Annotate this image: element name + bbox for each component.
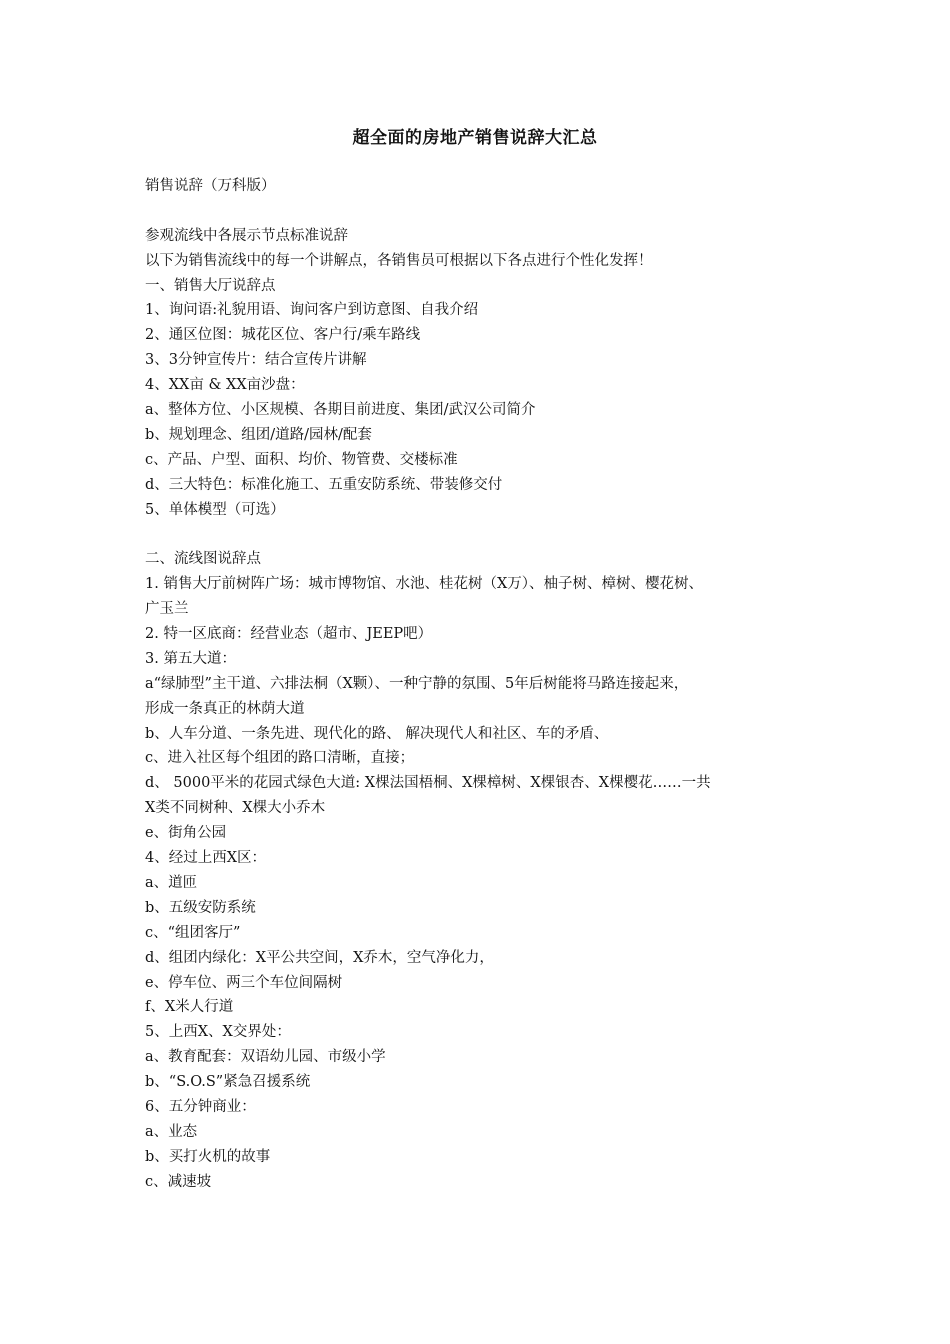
- text-line: e、街角公园: [145, 825, 227, 842]
- text-line: c、产品、户型、面积、均价、物管费、交楼标准: [145, 451, 458, 468]
- text-line: 3、3分钟宣传片：结合宣传片讲解: [145, 352, 367, 369]
- text-line: b、人车分道、一条先进、现代化的路、 解决现代人和社区、车的矛盾、: [145, 725, 609, 742]
- text-line: a、整体方位、小区规模、各期目前进度、集团/武汉公司简介: [145, 402, 536, 419]
- text-line: b、“S.O.S”紧急召援系统: [145, 1074, 311, 1091]
- text-line: 6、五分钟商业：: [145, 1098, 256, 1115]
- text-line: 参观流线中各展示节点标准说辞: [145, 227, 348, 244]
- text-line: d、组团内绿化：X平公共空间，X乔木，空气净化力，: [145, 949, 494, 966]
- text-line: 4、经过上西X区：: [145, 850, 267, 867]
- document-title: 超全面的房地产销售说辞大汇总: [352, 128, 598, 148]
- text-line: 5、上西X、X交界处：: [145, 1024, 291, 1041]
- text-line: b、买打火机的故事: [145, 1148, 271, 1165]
- text-line: 3. 第五大道：: [145, 650, 236, 667]
- text-line: b、规划理念、组团/道路/园林/配套: [145, 426, 372, 443]
- text-line: 广玉兰: [145, 601, 189, 618]
- text-line: 1、询问语:礼貌用语、询问客户到访意图、自我介绍: [145, 302, 479, 319]
- text-line: e、停车位、两三个车位间隔树: [145, 974, 343, 991]
- text-line: 以下为销售流线中的每一个讲解点，各销售员可根据以下各点进行个性化发挥！: [145, 252, 653, 269]
- text-line: X类不同树种、X棵大小乔木: [145, 800, 326, 817]
- blank-line: [145, 522, 817, 547]
- text-line: 1. 销售大厅前树阵广场：城市博物馆、水池、桂花树（X万）、柚子树、樟树、樱花树、: [145, 576, 704, 593]
- text-line: c、进入社区每个组团的路口清晰，直接；: [145, 750, 415, 767]
- document-body: [145, 174, 817, 1195]
- text-line: a、道匝: [145, 874, 198, 891]
- text-line: d、 5000平米的花园式绿色大道: X棵法国梧桐、X棵樟树、X棵银杏、X棵樱花……一共: [145, 775, 711, 792]
- text-line: 形成一条真正的林荫大道: [145, 700, 305, 717]
- text-line: a、教育配套：双语幼儿园、市级小学: [145, 1049, 386, 1066]
- text-line: c、减速坡: [145, 1173, 212, 1190]
- text-line: f、X米人行道: [145, 999, 234, 1016]
- section-heading: 一、销售大厅说辞点: [145, 277, 276, 294]
- text-line: a“绿肺型”主干道、六排法桐（X颗）、一种宁静的氛围、5年后树能将马路连接起来，: [145, 675, 689, 692]
- text-line: b、五级安防系统: [145, 899, 256, 916]
- text-line: c、“组团客厅”: [145, 924, 241, 941]
- text-line: 2. 特一区底商：经营业态（超市、JEEP吧）: [145, 626, 433, 643]
- subtitle-line: 销售说辞（万科版）: [145, 178, 276, 194]
- text-line: 5、单体模型（可选）: [145, 501, 285, 518]
- text-line: 2、通区位图：城花区位、客户行/乘车路线: [145, 327, 421, 344]
- text-line: 4、XX亩 & XX亩沙盘：: [145, 377, 305, 394]
- section-heading: 二、流线图说辞点: [145, 551, 261, 568]
- blank-line: [145, 199, 817, 224]
- text-line: d、三大特色：标准化施工、五重安防系统、带装修交付: [145, 476, 503, 493]
- text-line: a、业态: [145, 1123, 198, 1140]
